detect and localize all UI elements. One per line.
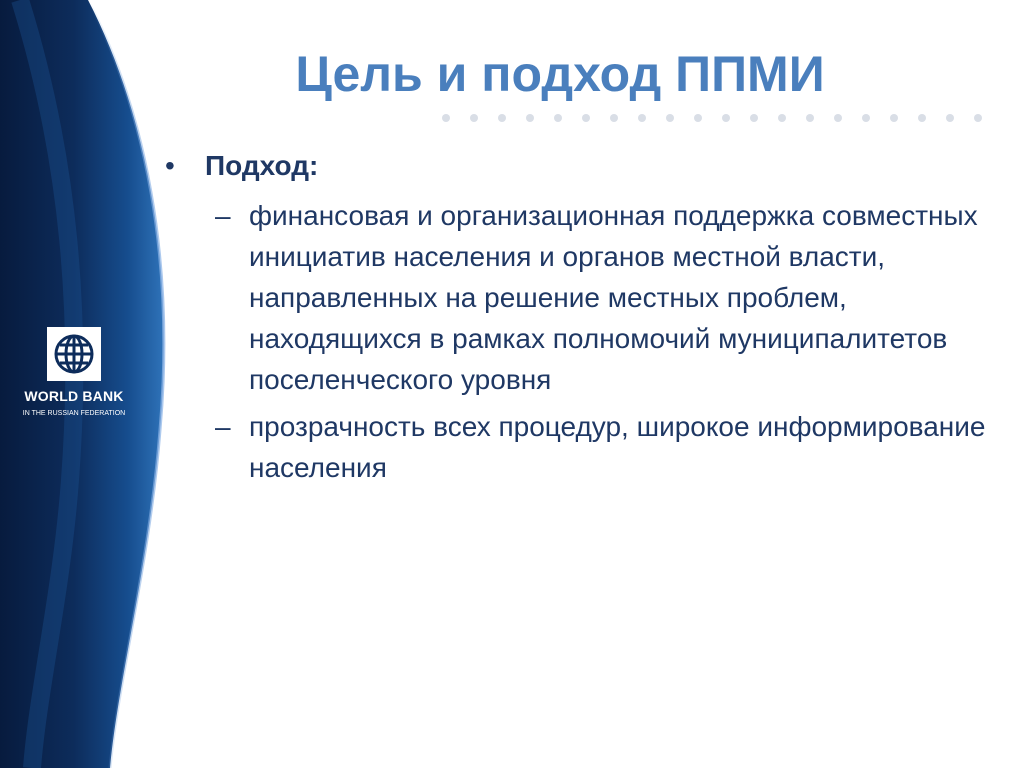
dash-marker: – xyxy=(215,411,231,442)
world-bank-subtitle: IN THE RUSSIAN FEDERATION xyxy=(22,410,126,417)
bullet-marker: • xyxy=(165,150,175,181)
world-bank-logo xyxy=(47,327,101,381)
sub-bullet-approach-support xyxy=(215,195,995,400)
slide-content xyxy=(165,145,995,488)
sub-bullet-transparency xyxy=(215,406,995,488)
dash-marker: – xyxy=(215,200,231,231)
slide-title: Цель и подход ППМИ xyxy=(295,46,825,102)
decorative-dot-line xyxy=(440,112,1000,124)
globe-icon xyxy=(47,327,101,381)
world-bank-title: WORLD BANK xyxy=(24,388,124,404)
main-bullet xyxy=(165,145,995,187)
sub-bullet-text: финансовая и организационная поддержка совместных инициатив населения и органов местной власти, направленных на решение местных проблем, находящихся в рамках полномочий муниципалитетов поселенческого уровня xyxy=(249,200,978,395)
sub-bullet-text: прозрачность всех процедур, широкое информирование населения xyxy=(249,411,986,483)
main-bullet-text: Подход: xyxy=(205,150,319,181)
